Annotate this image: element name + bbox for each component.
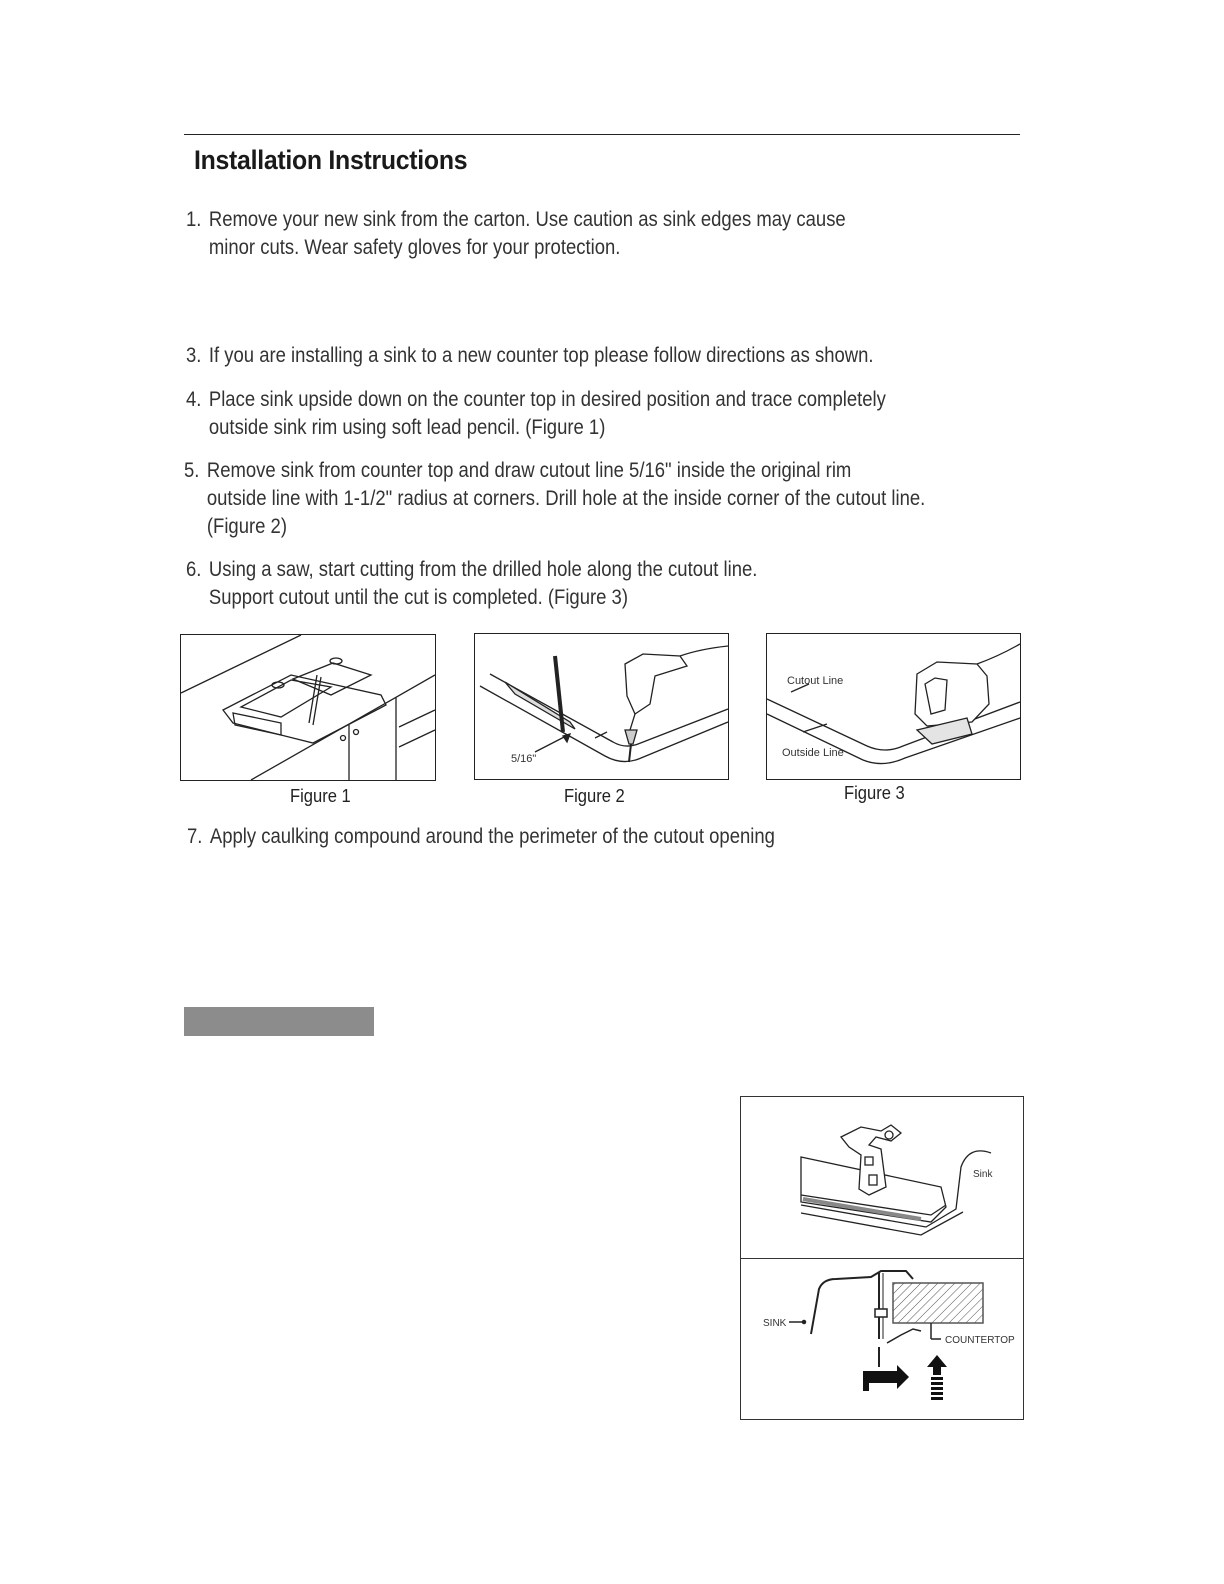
page-title: Installation Instructions [194, 145, 468, 175]
figure-2-caption: Figure 2 [564, 786, 625, 806]
step-number: 4. [186, 388, 202, 411]
step-line: outside sink rim using soft lead pencil. (Figure 1) [208, 416, 606, 439]
step-line: outside line with 1-1/2" radius at corners. Drill hole at the inside corner of the cutout line. [206, 487, 926, 510]
drill-hole-illustration [475, 634, 728, 779]
header-rule [184, 134, 1020, 135]
countertop-label: COUNTERTOP [945, 1335, 1015, 1346]
figure-1-sink-on-counter [180, 634, 436, 781]
step-4 [186, 386, 886, 442]
step-number: 7. [187, 825, 203, 848]
jigsaw-cut-illustration [767, 634, 1020, 779]
figure-1-caption: Figure 1 [290, 786, 351, 806]
step-number: 5. [184, 459, 200, 482]
step-number: 1. [186, 208, 202, 231]
step-line: Place sink upside down on the counter top in desired position and trace completely [208, 388, 886, 411]
sink-on-counter-illustration [181, 635, 435, 780]
cutout-line-label: Cutout Line [787, 675, 844, 687]
step-5 [184, 457, 925, 541]
figure-2-dimension-label: 5/16" [511, 753, 537, 765]
figure-3-caption: Figure 3 [844, 783, 905, 803]
step-line: Using a saw, start cutting from the drilled hole along the cutout line. [208, 558, 758, 581]
figure-3-jigsaw-cut [766, 633, 1021, 780]
step-number: 6. [186, 558, 202, 581]
step-number: 3. [186, 344, 202, 367]
step-3 [186, 342, 874, 370]
clip-on-rim-illustration [741, 1097, 1023, 1257]
step-line: Remove sink from counter top and draw cutout line 5/16" inside the original rim [206, 459, 852, 482]
section-heading-bar [184, 1007, 374, 1036]
step-line: Apply caulking compound around the perimeter of the cutout opening [209, 825, 775, 848]
step-line: minor cuts. Wear safety gloves for your protection. [208, 236, 621, 259]
clip-cross-section-illustration [741, 1259, 1023, 1419]
step-line: If you are installing a sink to a new counter top please follow directions as shown. [208, 344, 874, 367]
step-7 [187, 823, 775, 851]
sink-label-top: Sink [973, 1169, 993, 1180]
step-6 [186, 556, 757, 612]
mounting-clip-figure [740, 1096, 1024, 1420]
sink-label: SINK [763, 1318, 787, 1329]
step-1 [186, 206, 846, 262]
outside-line-label: Outside Line [782, 747, 844, 759]
step-line: Remove your new sink from the carton. Use caution as sink edges may cause [208, 208, 846, 231]
figure-2-drill-hole [474, 633, 729, 780]
step-line: (Figure 2) [206, 515, 287, 538]
step-line: Support cutout until the cut is completed. (Figure 3) [208, 586, 628, 609]
